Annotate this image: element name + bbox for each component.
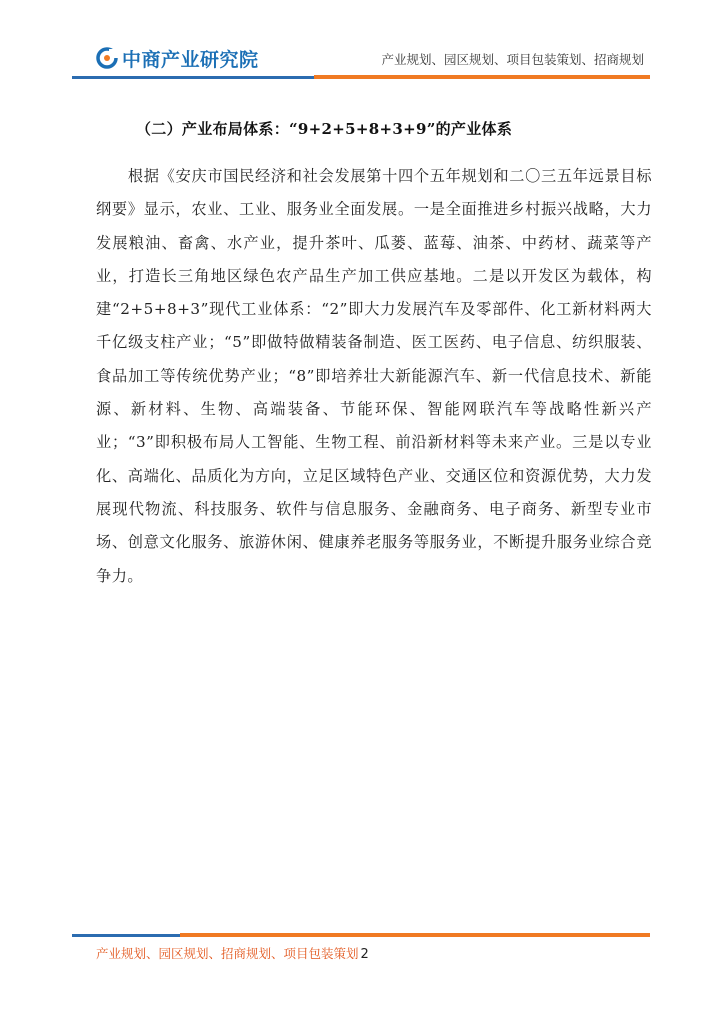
- header-tagline: 产业规划、园区规划、项目包装策划、招商规划: [381, 52, 644, 67]
- logo-icon: [96, 47, 118, 69]
- section-title: （二）产业布局体系：“9+2+5+8+3+9”的产业体系: [136, 120, 513, 138]
- page-header: [0, 0, 724, 90]
- header-divider-blue: [72, 76, 314, 79]
- page-number: 2: [360, 947, 369, 962]
- footer-text: 产业规划、园区规划、招商规划、项目包装策划: [96, 946, 359, 961]
- logo-text: 中商产业研究院: [122, 48, 259, 71]
- footer-divider-orange: [180, 933, 650, 937]
- company-logo: [96, 46, 259, 70]
- document-body: [96, 118, 652, 593]
- page-footer: [96, 944, 369, 962]
- header-divider-orange: [314, 75, 650, 79]
- body-paragraph: 根据《安庆市国民经济和社会发展第十四个五年规划和二〇三五年远景目标纲要》显示，农业、工业、服务业全面发展。一是全面推进乡村振兴战略，大力发展粮油、畜禽、水产业，提升茶叶、瓜蒌、蓝莓、油茶、中药材、蔬菜等产业，打造长三角地区绿色农产品生产加工供应基地。二是以开发区为载体，构建“2+5+8+3”现代工业体系：“2”即大力发展汽车及零部件、化工新材料两大千亿级支柱产业；“5”即做特做精装备制造、医工医药、电子信息、纺织服装、食品加工等传统优势产业；“8”即培养壮大新能源汽车、新一代信息技术、新能源、新材料、生物、高端装备、节能环保、智能网联汽车等战略性新兴产业；“3”即积极布局人工智能、生物工程、前沿新材料等未来产业。三是以专业化、高端化、品质化为方向，立足区域特色产业、交通区位和资源优势，大力发展现代物流、科技服务、软件与信息服务、金融商务、电子商务、新型专业市场、创意文化服务、旅游休闲、健康养老服务等服务业，不断提升服务业综合竞争力。: [96, 167, 652, 585]
- footer-divider-blue: [72, 934, 180, 937]
